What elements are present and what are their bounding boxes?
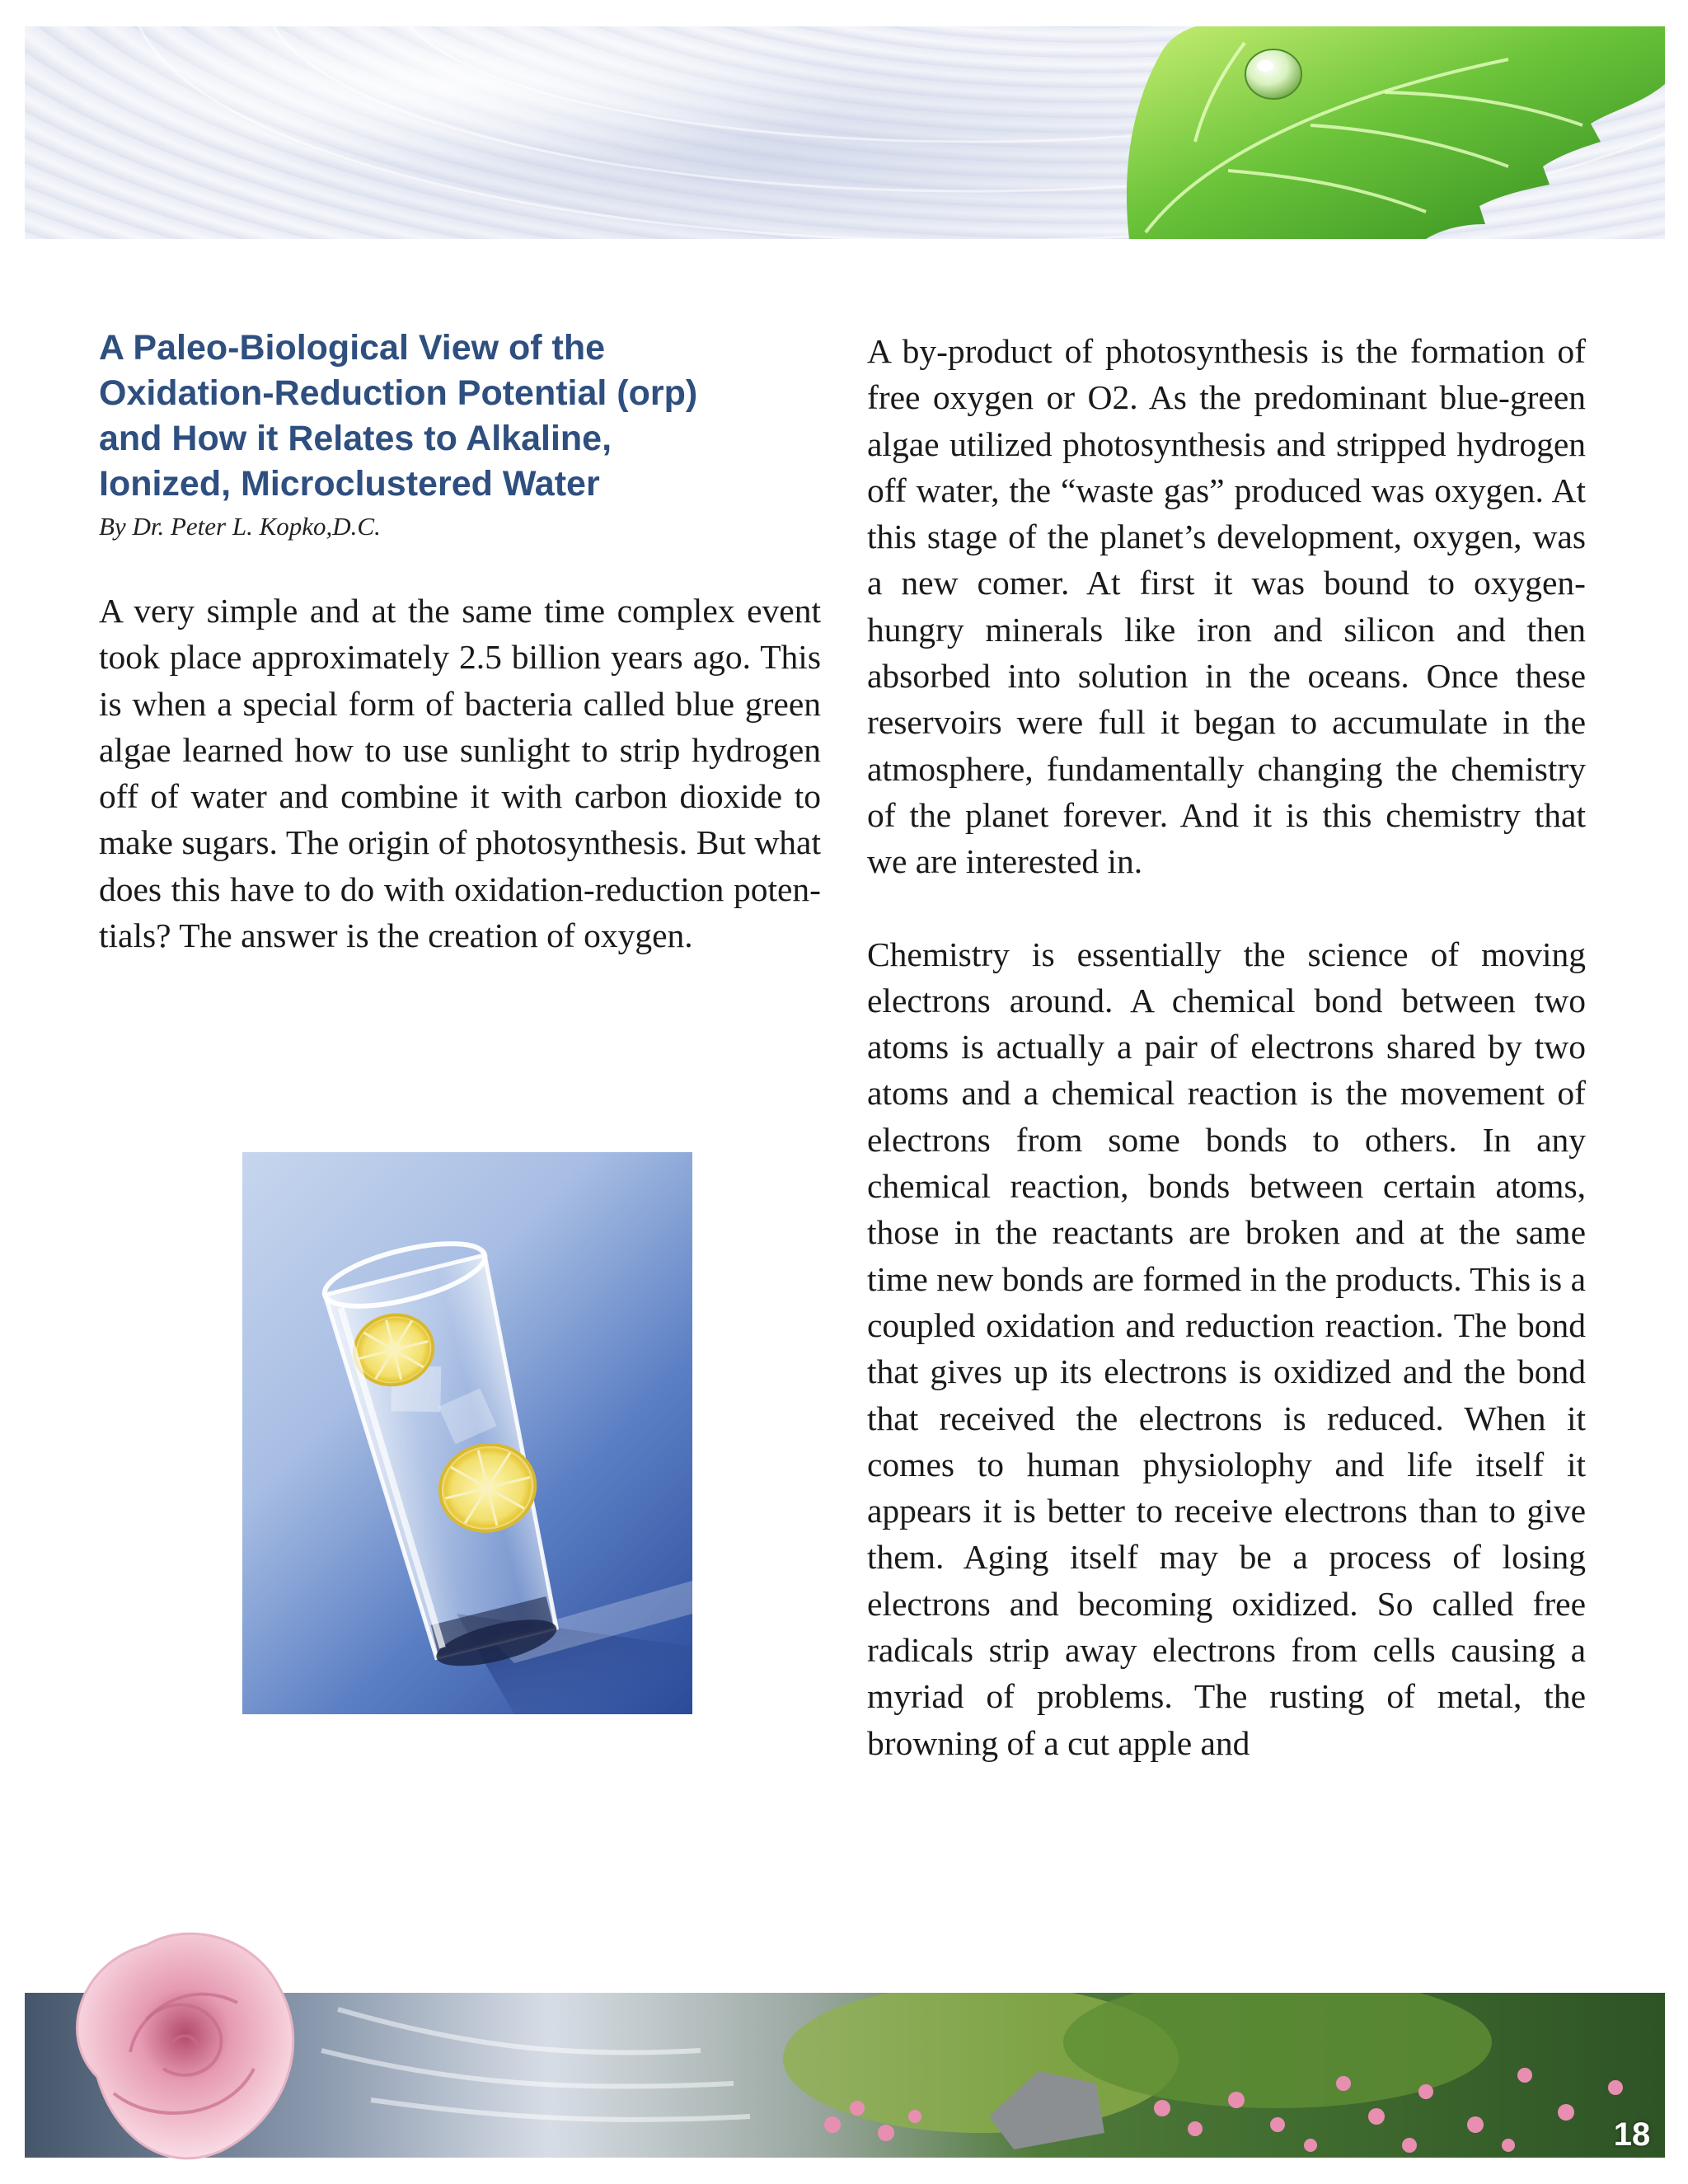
article-title-line: Oxidation-Reduction Potential (orp)	[99, 373, 698, 413]
article-title	[99, 326, 821, 507]
article-paragraph-1: A very simple and at the same time complex event took place approximately 2.5 billion years ago. This is when a special form of bacteria called blue green algae learned how to use sunlight to strip hydrogen off of water and combine it with carbon dioxide to make sugars. The origin of photosynthesis. But what does this have to do with oxidation-reduction potentials? The answer is the creation of oxygen.	[99, 592, 821, 955]
article-title-line: and How it Relates to Alkaline,	[99, 419, 612, 458]
article-title-line: Ionized, Microclustered Water	[99, 464, 600, 504]
article-title-line: A Paleo-Biological View of the	[99, 328, 606, 368]
article-paragraph-2: A by-product of photosynthesis is the formation of free oxygen or O2. As the predominant blue-green algae utilized photosynthesis and stripped hydrogen off water, the “waste gas” produced was oxygen. At this stage of the planet’s development, oxygen, was a new comer. At first it was bound to oxygen-hungry minerals like iron and silicon and then absorbed into solution in the oceans. Once these reservoirs were full it began to accumulate in the atmosphere, fundamentally changing the chemistry of the planet forever. And it is this chemistry that we are interested in.	[867, 332, 1586, 881]
article-paragraph-3: Chemistry is essentially the science of moving electrons around. A chemical bond between two atoms is actually a pair of electrons shared by two atoms and a chemical reaction is the movement of electrons from some bonds to others. In any chemical reaction, bonds between certain atoms, those in the reactants are broken and at the same time new bonds are formed in the products. This is a coupled oxidation and reduction reaction. The bond that gives up its electrons is oxidized and the bond that received the electrons is reduced. When it comes to human physiolophy and life itself it appears it is better to receive electrons than to give them. Aging itself may be a process of losing electrons and becoming oxidized. So called free radicals strip away electrons from cells causing a myriad of problems. The rusting of metal, the browning of a cut apple and	[867, 935, 1586, 1762]
leaf-illustration	[25, 26, 1665, 239]
water-drop-icon	[1245, 49, 1301, 99]
glass-of-water-photo	[242, 1152, 692, 1714]
top-banner-image	[25, 26, 1665, 239]
left-column	[99, 326, 821, 958]
article-byline: By Dr. Peter L. Kopko,D.C.	[99, 512, 381, 541]
rose-flower-icon	[48, 1912, 320, 2176]
glass-illustration	[242, 1152, 692, 1714]
right-column	[867, 328, 1586, 1766]
page-number: 18	[1613, 2116, 1651, 2153]
leaf-shape	[1127, 26, 1665, 239]
